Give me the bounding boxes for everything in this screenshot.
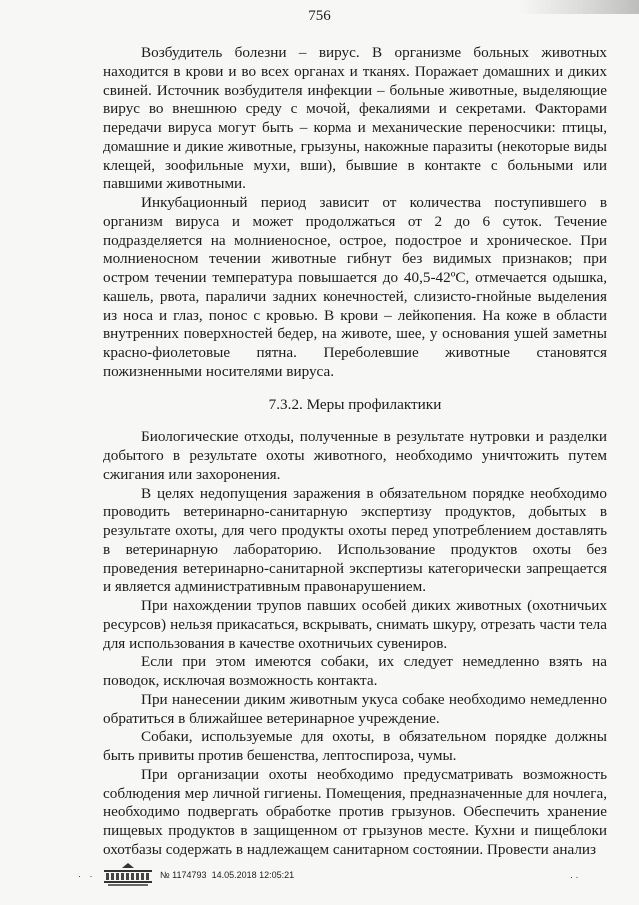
footer-scan-marks: · · (570, 872, 579, 882)
paragraph-vaccination: Собаки, используемые для охоты, в обязательном порядке должны быть привиты против бешенства, лептоспироза, чумы. (103, 728, 607, 764)
doc-timestamp: 14.05.2018 12:05:21 (211, 870, 295, 880)
paragraph-dogs-leash: Если при этом имеются собаки, их следует немедленно взять на поводок, исключая возможность контакта. (103, 653, 607, 689)
section-heading: 7.3.2. Меры профилактики (268, 395, 442, 413)
paragraph-dog-bite: При нанесении диким животным укуса собаке необходимо немедленно обратиться в ближайшее ветеринарное учреждение. (103, 690, 607, 727)
document-footer (50, 866, 610, 890)
paragraph-incubation: Инкубационный период зависит от количества поступившего в организм вируса и может продолжаться от 2 до 6 суток. Течение подразделяется на молниеносное, острое, подострое и хроническое. При молниеносном течении животные гибнут без видимых признаков; при остром течении температура повышается до 40,5-42ºС, отмечается одышка, кашель, рвота, параличи задних конечностей, слизисто-гнойные выделения из носа и глаз, понос с кровью. В крови – лейкопения. На коже в области внутренних поверхностей бедер, на животе, шее, у основания ушей заметны красно-фиолетовые пятна. Переболевшие животные становятся пожизненными носителями вируса. (103, 194, 607, 380)
institution-seal-icon (102, 862, 154, 890)
paragraph-pathogen: Возбудитель болезни – вирус. В организме больных животных находится в крови и во всех органах и тканях. Поражает домашних и диких свиней. Источник возбудителя инфекции – больные животные, выделяющие вирус во внешнюю среду с мочой, фекалиями и секретами. Факторами передачи вируса могут быть – корма и механические переносчики: птицы, домашние и дикие животные, грызуны, накожные паразиты (некоторые виды клещей, зоофильные мухи, вши), бывшие в контакте с больными или павшими животными. (103, 44, 607, 193)
document-registration (160, 870, 294, 880)
page-number: 756 (308, 8, 331, 24)
paragraph-hygiene: При организации охоты необходимо предусматривать возможность соблюдения мер личной гигиены. Помещения, предназначенные для ночлега, необходимо подвергать обработке против грызунов. Обеспечить хранение пищевых продуктов в защищенном от грызунов месте. Кухни и пищеблоки охотбазы содержать в надлежащем санитарном состоянии. Провести анализ (103, 765, 607, 858)
paragraph-bio-waste: Биологические отходы, полученные в результате нутровки и разделки добытого в результате охоты животного, необходимо уничтожить путем сжигания или захоронения. (103, 428, 607, 483)
document-body (103, 44, 607, 860)
doc-number-prefix: № (160, 870, 170, 880)
paragraph-vet-expertise: В целях недопущения заражения в обязательном порядке необходимо проводить ветеринарно-санитарную экспертизу продуктов, добытых в результате охоты, для чего продукты охоты перед употреблением доставлять в ветеринарную лабораторию. Использование продуктов охоты без проведения ветеринарно-санитарной экспертизы категорически запрещается и является административным правонарушением. (103, 484, 607, 596)
footer-dots: · · (78, 871, 96, 881)
doc-number: 1174793 (172, 870, 207, 880)
paragraph-carcasses: При нахождении трупов павших особей диких животных (охотничьих ресурсов) нельзя прикасаться, вскрывать, снимать шкуру, отрезать части тела для использования в качестве охотничьих сувениров. (103, 597, 607, 652)
